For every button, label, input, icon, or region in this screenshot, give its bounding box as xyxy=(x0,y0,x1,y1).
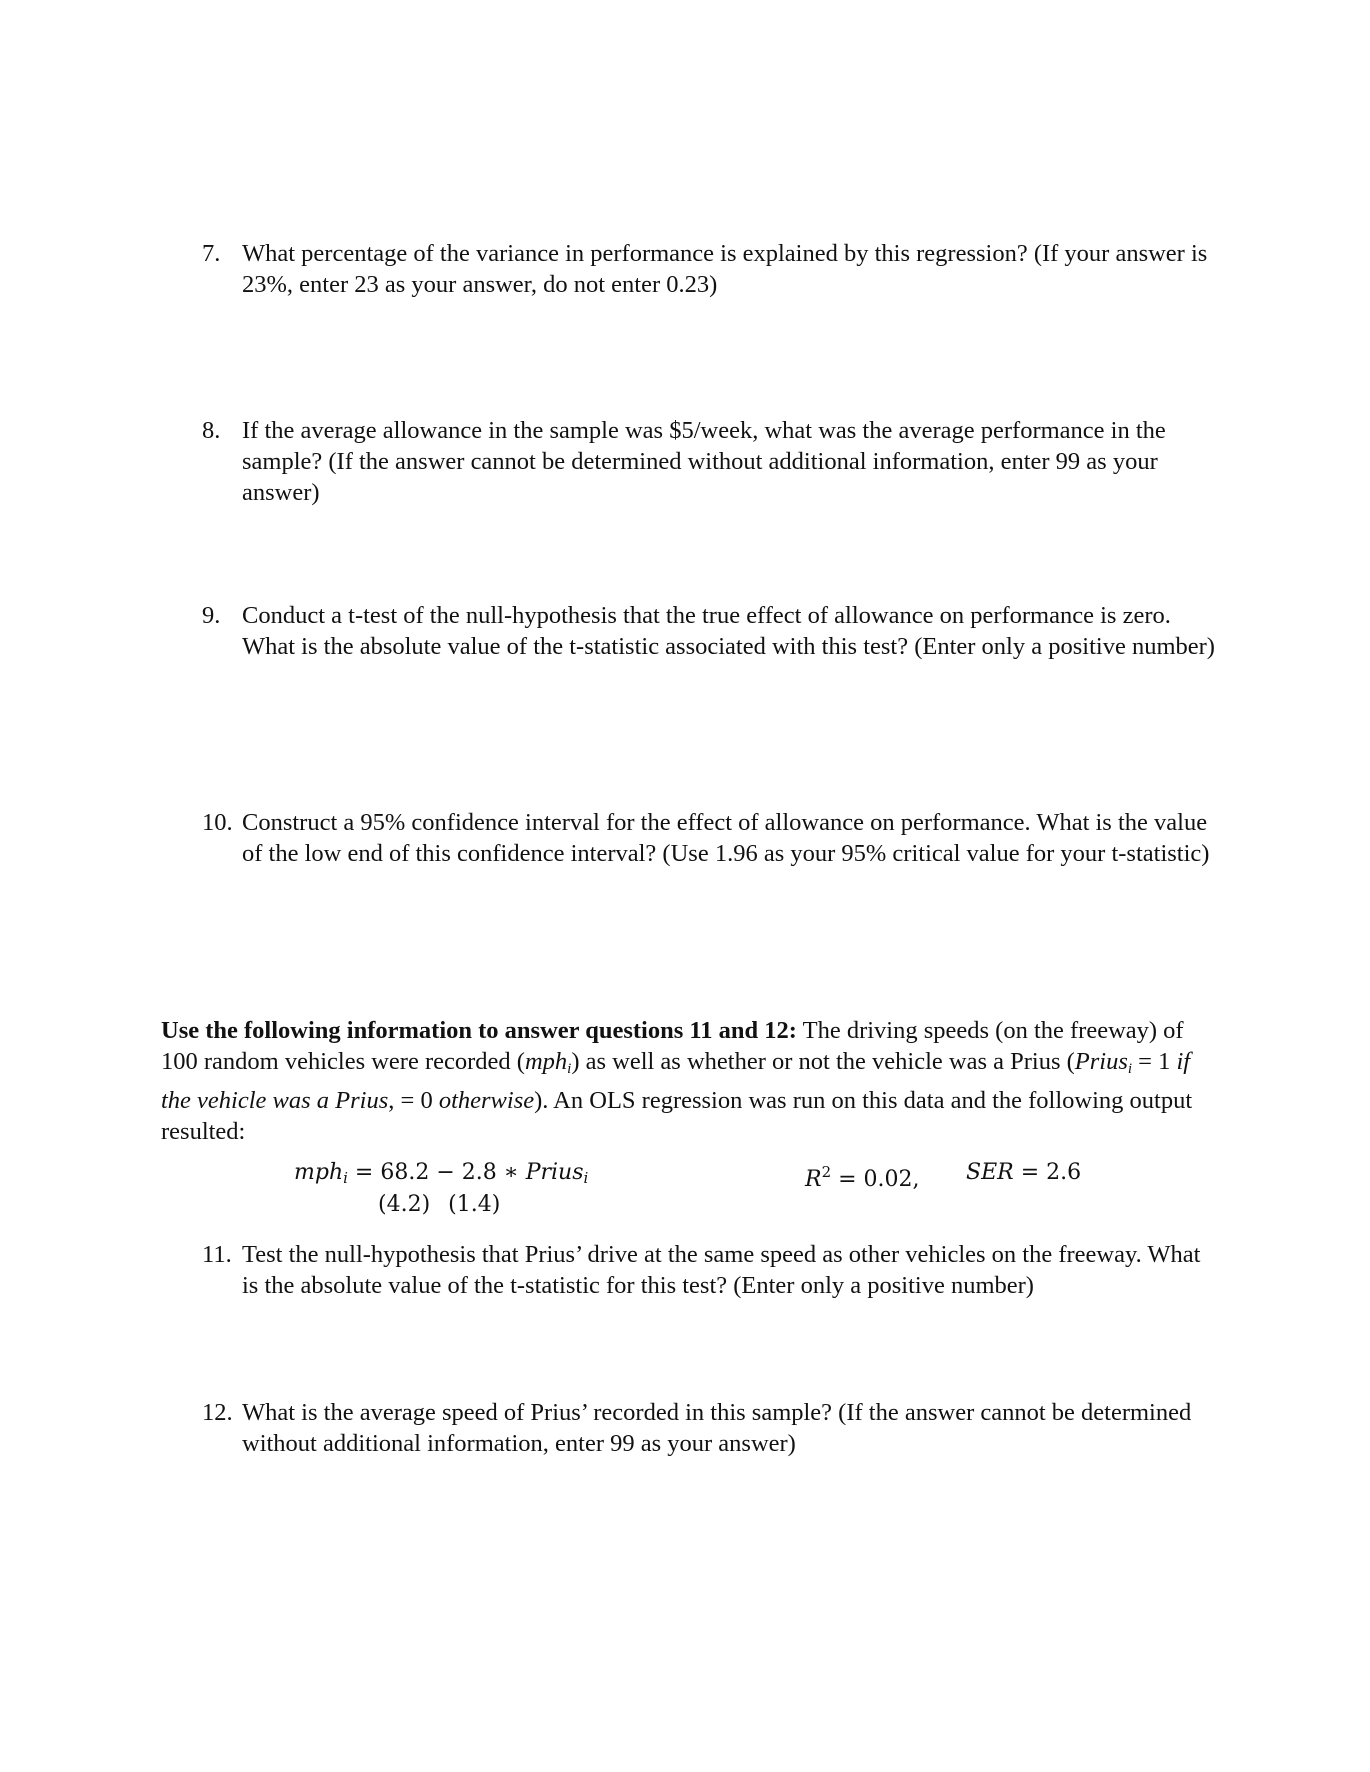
ser-value: SER = 2.6 xyxy=(966,1160,1082,1185)
intro-text-1: The driving speeds (on the freeway) of 100 random vehicles were recorded ( xyxy=(161,1017,1184,1075)
question-text: Test the null-hypothesis that Prius’ drive at the same speed as other vehicles on the freeway. What is the absolute value of the t-statistic for this test? (Enter only a positive number) xyxy=(242,1241,1201,1299)
se-intercept: (4.2) xyxy=(378,1192,431,1217)
question-number: 10. xyxy=(202,809,233,836)
question-9 xyxy=(202,600,1222,662)
intro-heading: Use the following information to answer questions 11 and 12: xyxy=(161,1017,797,1044)
question-8 xyxy=(202,415,1222,508)
question-11 xyxy=(202,1239,1222,1301)
question-text: Construct a 95% confidence interval for the effect of allowance on performance. What is the value of the low end of this confidence interval? (Use 1.96 as your 95% critical value for your t-statistic) xyxy=(242,809,1210,867)
math-prius: Prius$_i$ xyxy=(1074,1048,1133,1077)
question-number: 11. xyxy=(202,1241,232,1268)
question-number: 9. xyxy=(202,602,221,629)
question-number: 7. xyxy=(202,240,221,267)
math-if-clause: if the vehicle was a Prius xyxy=(161,1048,1191,1114)
regression-intro xyxy=(161,1015,1201,1147)
se-slope: (1.4) xyxy=(448,1192,501,1217)
intro-text-3: = 1 xyxy=(1132,1048,1177,1075)
question-12 xyxy=(202,1397,1222,1459)
question-text: Conduct a t-test of the null-hypothesis that the true effect of allowance on performance is zero. What is the absolute value of the t-statistic associated with this test? (Enter only a positive number) xyxy=(242,602,1215,660)
question-7 xyxy=(202,238,1222,300)
math-mph: mph$_i$ xyxy=(524,1048,572,1077)
question-text: If the average allowance in the sample was $5/week, what was the average performance in the sample? (If the answer cannot be determined without additional information, enter 99 as your answer) xyxy=(242,417,1166,506)
question-number: 12. xyxy=(202,1399,233,1426)
intro-text-4: , = 0 xyxy=(388,1087,439,1114)
intro-text-2: ) as well as whether or not the vehicle was a Prius ( xyxy=(571,1048,1075,1075)
question-text: What is the average speed of Prius’ recorded in this sample? (If the answer cannot be determined without additional information, enter 99 as your answer) xyxy=(242,1399,1192,1457)
r-squared: $R^2 = 0.02$, xyxy=(805,1163,920,1192)
question-number: 8. xyxy=(202,417,221,444)
regression-equation: mph$_i$ = 68.2 − 2.8 ∗ Prius$_i$ xyxy=(294,1160,589,1187)
intro-text-5: ). An OLS regression was run on this data and the following output resulted: xyxy=(161,1087,1193,1145)
math-otherwise: otherwise xyxy=(438,1087,535,1114)
question-text: What percentage of the variance in performance is explained by this regression? (If your answer is 23%, enter 23 as your answer, do not enter 0.23) xyxy=(242,240,1208,298)
question-10 xyxy=(202,807,1222,869)
standard-errors xyxy=(378,1189,518,1220)
